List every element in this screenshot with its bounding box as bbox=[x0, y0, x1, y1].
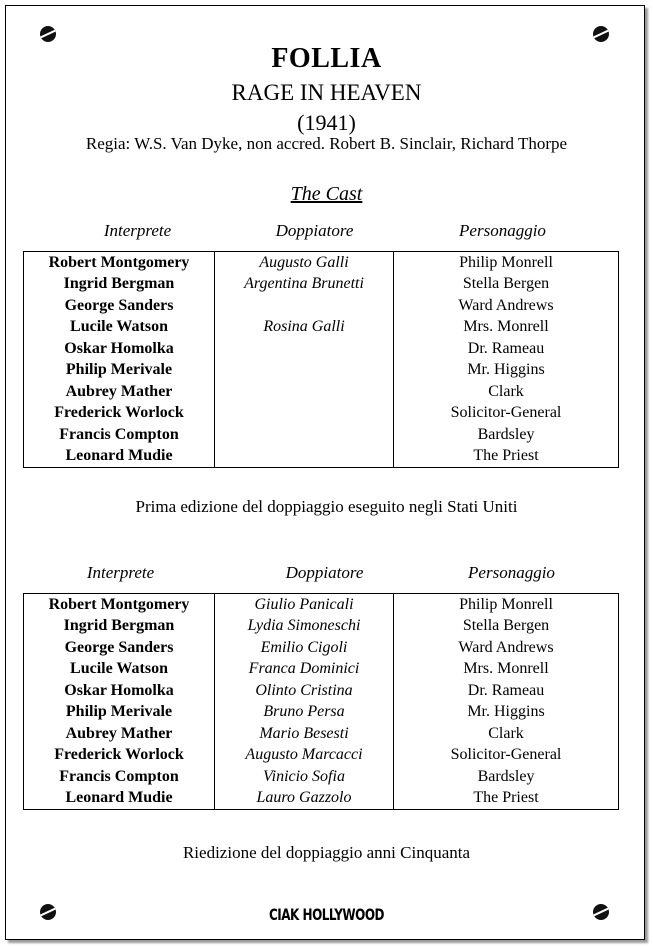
actor-cell: George Sanders bbox=[24, 637, 215, 659]
actor-cell: Lucile Watson bbox=[24, 317, 215, 339]
table-row bbox=[24, 788, 619, 810]
dubber-cell: Bruno Persa bbox=[215, 702, 394, 724]
screw-icon-top-left bbox=[40, 26, 56, 42]
dubber-cell bbox=[215, 446, 394, 468]
ciak-hollywood-logo: CIAK HOLLYWOOD bbox=[269, 905, 384, 925]
role-cell: Clark bbox=[394, 381, 619, 403]
role-cell: Solicitor-General bbox=[394, 403, 619, 425]
actor-cell: Francis Compton bbox=[24, 424, 215, 446]
italian-title: FOLLIA bbox=[271, 43, 382, 74]
dubber-cell: Giulio Panicali bbox=[215, 594, 394, 616]
role-cell: Dr. Rameau bbox=[394, 680, 619, 702]
table-row bbox=[24, 424, 619, 446]
column-header-actor-2: Interprete bbox=[86, 563, 155, 582]
direction-credits: Regia: W.S. Van Dyke, non accred. Robert B. Sinclair, Richard Thorpe bbox=[85, 134, 568, 153]
actor-cell: Oskar Homolka bbox=[24, 680, 215, 702]
table-row bbox=[24, 446, 619, 468]
role-cell: Ward Andrews bbox=[394, 295, 619, 317]
dubber-cell bbox=[215, 338, 394, 360]
table-row bbox=[24, 745, 619, 767]
role-cell: Mrs. Monrell bbox=[394, 317, 619, 339]
first-dub-note: Prima edizione del doppiaggio eseguito negli Stati Uniti bbox=[135, 497, 518, 516]
actor-cell: Frederick Worlock bbox=[24, 403, 215, 425]
actor-cell: Aubrey Mather bbox=[24, 381, 215, 403]
actor-cell: Aubrey Mather bbox=[24, 723, 215, 745]
table-row bbox=[24, 252, 619, 274]
dubber-cell: Lauro Gazzolo bbox=[215, 788, 394, 810]
dubber-cell bbox=[215, 295, 394, 317]
role-cell: Bardsley bbox=[394, 766, 619, 788]
dubber-cell bbox=[215, 403, 394, 425]
actor-cell: Leonard Mudie bbox=[24, 446, 215, 468]
role-cell: Stella Bergen bbox=[394, 274, 619, 296]
dubber-cell: Lydia Simoneschi bbox=[215, 616, 394, 638]
dubber-cell: Vinicio Sofia bbox=[215, 766, 394, 788]
dubber-cell: Emilio Cigoli bbox=[215, 637, 394, 659]
cast-table-second-dub bbox=[23, 593, 619, 810]
role-cell: Solicitor-General bbox=[394, 745, 619, 767]
role-cell: Philip Monrell bbox=[394, 252, 619, 274]
role-cell: Ward Andrews bbox=[394, 637, 619, 659]
table-row bbox=[24, 317, 619, 339]
dubber-cell: Rosina Galli bbox=[215, 317, 394, 339]
table-row bbox=[24, 594, 619, 616]
actor-cell: Lucile Watson bbox=[24, 659, 215, 681]
actor-cell: Philip Merivale bbox=[24, 360, 215, 382]
second-dub-note: Riedizione del doppiaggio anni Cinquanta bbox=[182, 843, 471, 862]
actor-cell: Francis Compton bbox=[24, 766, 215, 788]
table-row bbox=[24, 766, 619, 788]
dubber-cell: Franca Dominici bbox=[215, 659, 394, 681]
table-row bbox=[24, 274, 619, 296]
table-row bbox=[24, 338, 619, 360]
column-header-role: Personaggio bbox=[459, 221, 546, 240]
role-cell: The Priest bbox=[394, 446, 619, 468]
table-row bbox=[24, 723, 619, 745]
actor-cell: Frederick Worlock bbox=[24, 745, 215, 767]
role-cell: Mr. Higgins bbox=[394, 360, 619, 382]
table-row bbox=[24, 295, 619, 317]
table-row bbox=[24, 702, 619, 724]
actor-cell: Robert Montgomery bbox=[24, 252, 215, 274]
screw-icon-top-right bbox=[593, 26, 609, 42]
dubber-cell: Argentina Brunetti bbox=[215, 274, 394, 296]
table-row bbox=[24, 403, 619, 425]
role-cell: The Priest bbox=[394, 788, 619, 810]
original-title: RAGE IN HEAVEN bbox=[231, 80, 422, 105]
role-cell: Mr. Higgins bbox=[394, 702, 619, 724]
dubber-cell: Mario Besesti bbox=[215, 723, 394, 745]
table-row bbox=[24, 659, 619, 681]
actor-cell: Oskar Homolka bbox=[24, 338, 215, 360]
actor-cell: Ingrid Bergman bbox=[24, 274, 215, 296]
dubber-cell bbox=[215, 424, 394, 446]
actor-cell: Philip Merivale bbox=[24, 702, 215, 724]
cast-heading: The Cast bbox=[290, 183, 363, 205]
table-row bbox=[24, 616, 619, 638]
role-cell: Clark bbox=[394, 723, 619, 745]
table-row bbox=[24, 637, 619, 659]
role-cell: Bardsley bbox=[394, 424, 619, 446]
release-year: (1941) bbox=[297, 110, 356, 135]
dubber-cell: Olinto Cristina bbox=[215, 680, 394, 702]
actor-cell: George Sanders bbox=[24, 295, 215, 317]
dubber-cell: Augusto Marcacci bbox=[215, 745, 394, 767]
dubber-cell bbox=[215, 381, 394, 403]
role-cell: Stella Bergen bbox=[394, 616, 619, 638]
table-row bbox=[24, 680, 619, 702]
column-header-dubber: Doppiatore bbox=[275, 221, 354, 240]
actor-cell: Leonard Mudie bbox=[24, 788, 215, 810]
column-header-dubber-2: Doppiatore bbox=[285, 563, 364, 582]
actor-cell: Ingrid Bergman bbox=[24, 616, 215, 638]
actor-cell: Robert Montgomery bbox=[24, 594, 215, 616]
column-header-actor: Interprete bbox=[103, 221, 172, 240]
dubber-cell bbox=[215, 360, 394, 382]
role-cell: Mrs. Monrell bbox=[394, 659, 619, 681]
column-header-role-2: Personaggio bbox=[468, 563, 555, 582]
table-row bbox=[24, 360, 619, 382]
role-cell: Philip Monrell bbox=[394, 594, 619, 616]
dubber-cell: Augusto Galli bbox=[215, 252, 394, 274]
table-row bbox=[24, 381, 619, 403]
role-cell: Dr. Rameau bbox=[394, 338, 619, 360]
cast-table-first-dub bbox=[23, 251, 619, 468]
